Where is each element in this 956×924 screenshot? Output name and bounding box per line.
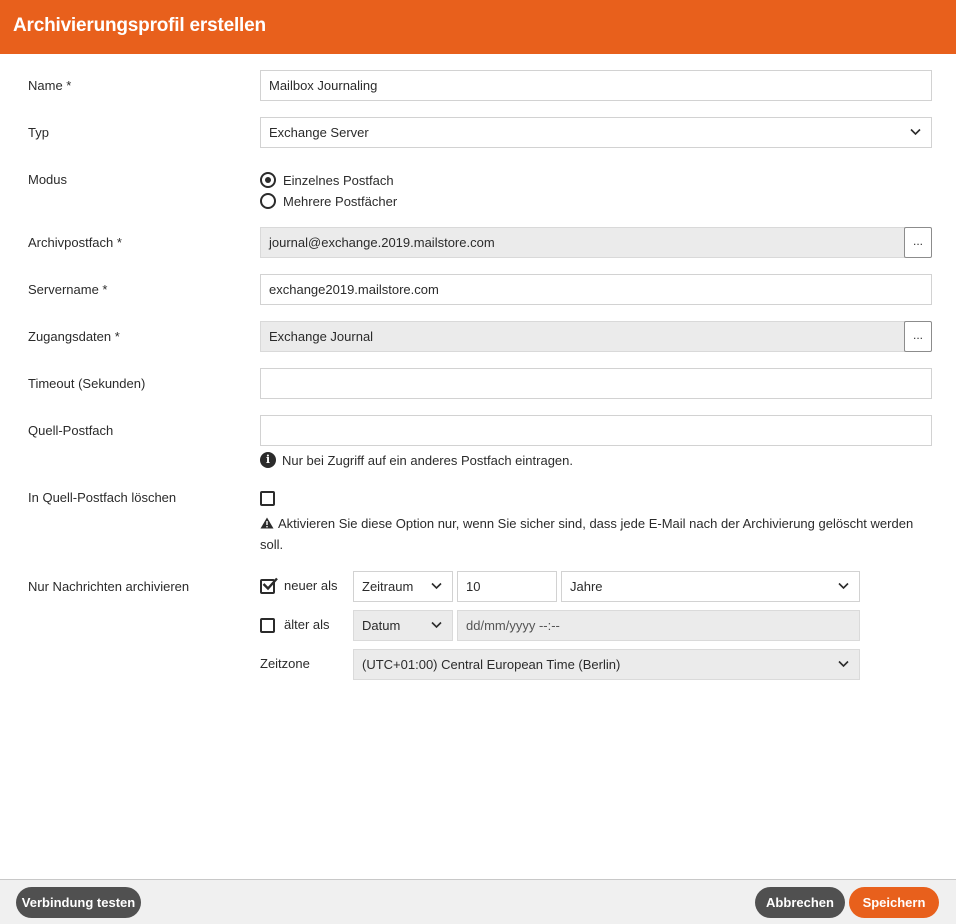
- older-than-mode-value: Datum: [362, 618, 401, 633]
- timeout-input[interactable]: [260, 368, 932, 399]
- source-mailbox-hint: [260, 452, 573, 468]
- archive-only-label: Nur Nachrichten archivieren: [28, 579, 190, 594]
- save-button[interactable]: Speichern: [849, 887, 939, 918]
- older-than-mode-select[interactable]: [353, 610, 453, 641]
- warning-icon: [260, 517, 274, 529]
- name-input[interactable]: Mailbox Journaling: [260, 70, 932, 101]
- dialog-footer: [0, 879, 956, 924]
- older-than-date-input[interactable]: dd/mm/yyyy --:--: [457, 610, 860, 641]
- mode-option-multiple-label: Mehrere Postfächer: [283, 193, 398, 209]
- name-label: Name *: [28, 78, 72, 93]
- mode-option-single-label: Einzelnes Postfach: [283, 172, 394, 188]
- newer-than-unit-select[interactable]: [561, 571, 860, 602]
- newer-than-mode-value: Zeitraum: [362, 579, 414, 594]
- timezone-value: (UTC+01:00) Central European Time (Berlin): [362, 657, 621, 672]
- credentials-label: Zugangsdaten *: [28, 329, 120, 344]
- mode-option-multiple[interactable]: [260, 193, 397, 209]
- server-name-input[interactable]: exchange2019.mailstore.com: [260, 274, 932, 305]
- delete-warning-text: Aktivieren Sie diese Option nur, wenn Sie sicher sind, dass jede E-Mail nach der Archivierung gelöscht werden soll.: [260, 516, 914, 552]
- type-select-value: Exchange Server: [269, 125, 369, 140]
- chevron-down-icon: [431, 582, 442, 590]
- cancel-button[interactable]: Abbrechen: [755, 887, 845, 918]
- chevron-down-icon: [838, 582, 849, 590]
- timezone-label: Zeitzone: [260, 656, 310, 671]
- server-name-label: Servername *: [28, 282, 108, 297]
- source-mailbox-label: Quell-Postfach: [28, 423, 114, 438]
- newer-than-label: neuer als: [284, 578, 338, 593]
- source-mailbox-input[interactable]: [260, 415, 932, 446]
- info-icon: i: [260, 452, 276, 468]
- delete-in-source-checkbox[interactable]: [260, 491, 275, 506]
- newer-than-checkbox[interactable]: [260, 579, 275, 594]
- chevron-down-icon: [910, 128, 921, 136]
- archive-mailbox-field: journal@exchange.2019.mailstore.com: [260, 227, 905, 258]
- delete-warning: [260, 513, 932, 555]
- credentials-browse-button[interactable]: ...: [904, 321, 932, 352]
- radio-selected-icon[interactable]: [260, 172, 276, 188]
- newer-than-unit-value: Jahre: [570, 579, 603, 594]
- newer-than-mode-select[interactable]: [353, 571, 453, 602]
- timeout-label: Timeout (Sekunden): [28, 376, 146, 391]
- mode-option-single[interactable]: [260, 172, 394, 188]
- mode-label: Modus: [28, 172, 68, 187]
- check-icon: [262, 577, 278, 591]
- type-select[interactable]: [260, 117, 932, 148]
- older-than-label: älter als: [284, 617, 330, 632]
- chevron-down-icon: [431, 621, 442, 629]
- chevron-down-icon: [838, 660, 849, 668]
- delete-in-source-label: In Quell-Postfach löschen: [28, 490, 177, 505]
- archive-mailbox-label: Archivpostfach *: [28, 235, 122, 250]
- radio-unselected-icon[interactable]: [260, 193, 276, 209]
- test-connection-button[interactable]: Verbindung testen: [16, 887, 141, 918]
- archive-mailbox-browse-button[interactable]: ...: [904, 227, 932, 258]
- timezone-select[interactable]: [353, 649, 860, 680]
- newer-than-amount-input[interactable]: 10: [457, 571, 557, 602]
- type-label: Typ: [28, 125, 49, 140]
- dialog-header: [0, 0, 956, 54]
- credentials-field: Exchange Journal: [260, 321, 905, 352]
- dialog-title: Archivierungsprofil erstellen: [13, 15, 266, 36]
- source-mailbox-hint-text: Nur bei Zugriff auf ein anderes Postfach eintragen.: [282, 452, 573, 468]
- older-than-checkbox[interactable]: [260, 618, 275, 633]
